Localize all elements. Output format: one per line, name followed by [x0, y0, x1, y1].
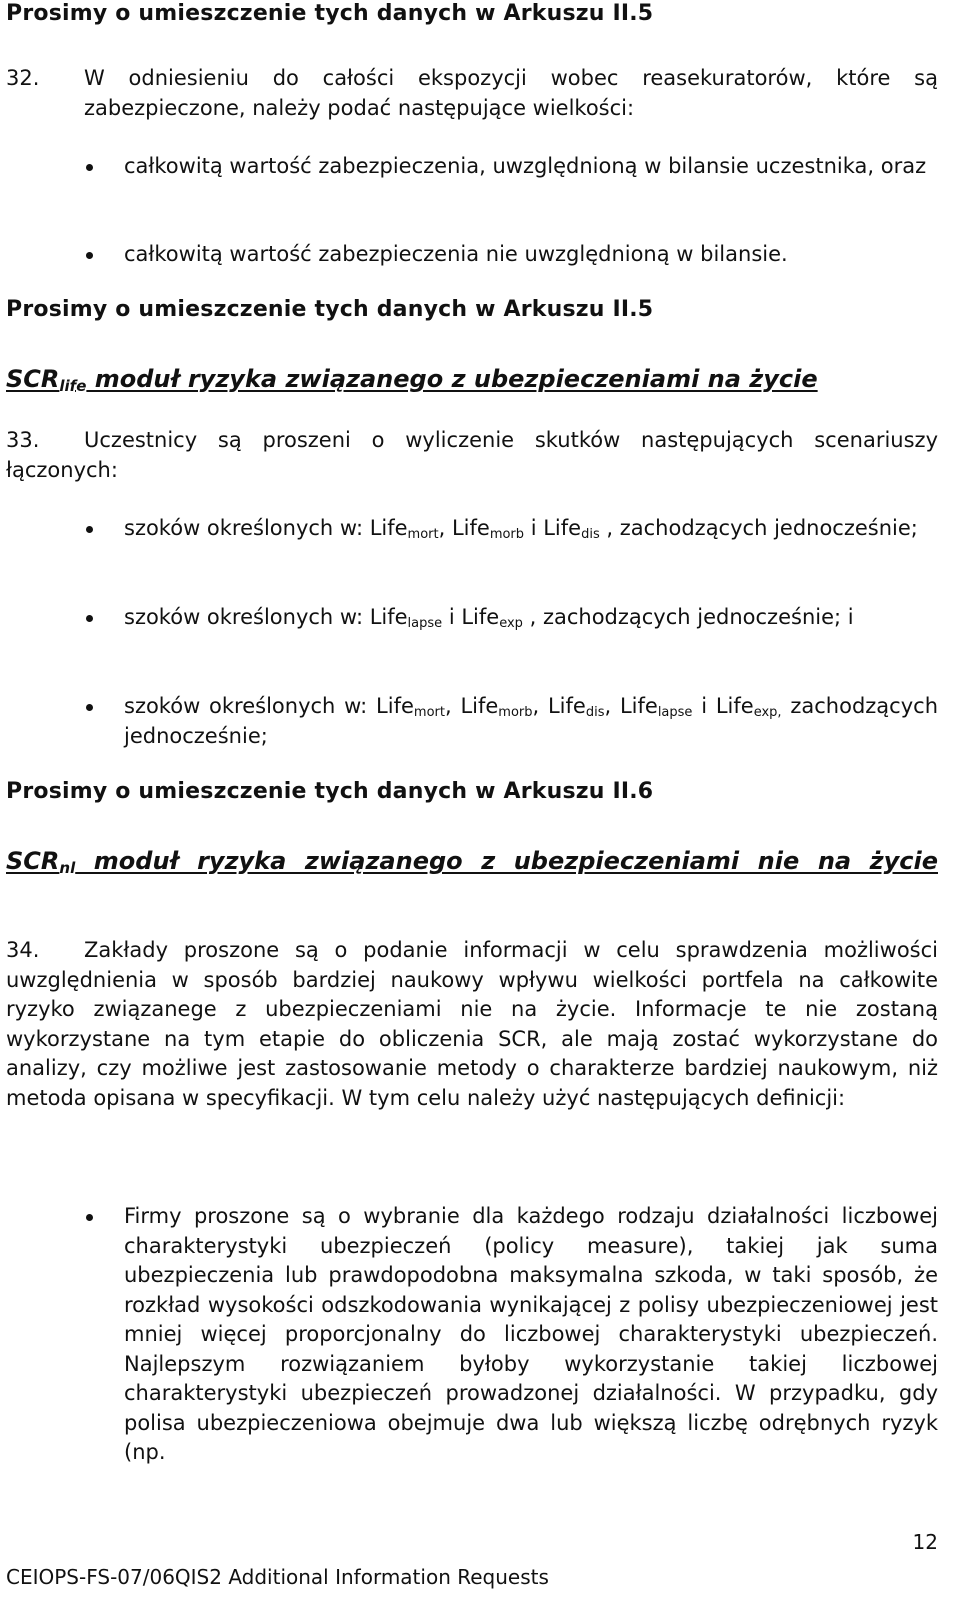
paragraph-text: Zakłady proszone są o podanie informacji w celu sprawdzenia możliwości uwzględnienia w sposób bardziej naukowy wpływu wielkości portfela na całkowite ryzyko związanege z ubezpieczeniami nie na życie. Informacje te nie zostaną wykorzystane na tym etapie do obliczenia SCR, ale mają zostać wykorzystane do analizy, czy możliwe jest zastosowanie metody o charakterze bardziej naukowym, niż metoda opisana w specyfikacji. W tym celu należy użyć następujących definicji:	[6, 938, 938, 1110]
bullet-icon	[86, 615, 93, 622]
paragraph-text: W odniesieniu do całości ekspozycji wobec reasekuratorów, które są zabezpieczone, należy podać następujące wielkości:	[84, 66, 938, 120]
arkusz-heading-3: Prosimy o umieszczenie tych danych w Arkuszu II.6	[6, 779, 654, 804]
section-heading-non-life: $SCR_{nl}$ moduł ryzyka związanego z ubezpieczeniami nie na życie	[6, 847, 938, 877]
list-item: Firmy proszone są o wybranie dla każdego rodzaju działalności liczbowej charakterystyki ubezpieczeń (policy measure), takiej jak suma ubezpieczenia lub prawdopodobna maksymalna szkoda, w taki sposób, że rozkład wysokości odszkodowania wynikającej z polisy ubezpieczeniowej jest mniej więcej proporcjonalny do liczbowej charakterystyki ubezpieczeń. Najlepszym rozwiązaniem byłoby wykorzystanie takiej liczbowej charakterystyki ubezpieczeń prowadzonej działalności. W przypadku, gdy polisa ubezpieczeniowa obejmuje dwa lub większą liczbę odrębnych ryzyk (np.	[124, 1202, 938, 1468]
arkusz-heading-2: Prosimy o umieszczenie tych danych w Arkuszu II.5	[6, 297, 654, 322]
section-heading-life: $SCR_{life}$ moduł ryzyka związanego z ubezpieczeniami na życie	[6, 365, 818, 395]
bullet-icon	[86, 1214, 93, 1221]
paragraph-34	[6, 936, 938, 1113]
paragraph-33	[6, 426, 938, 485]
paragraph-number: 32.	[6, 66, 40, 90]
paragraph-32	[6, 64, 938, 123]
paragraph-number: 33.	[6, 428, 40, 452]
bullet-icon	[86, 704, 93, 711]
list-item: szoków określonych w: Life$_{mort}$, Life$_{morb}$, Life$_{dis}$, Life$_{lapse}$ i Life$_{exp,}$ zachodzących jednocześnie;	[124, 692, 938, 751]
bullet-icon	[86, 252, 93, 259]
list-item: całkowitą wartość zabezpieczenia, uwzględnioną w bilansie uczestnika, oraz	[124, 152, 938, 182]
footer-text: CEIOPS-FS-07/06QIS2 Additional Information Requests	[6, 1565, 549, 1589]
paragraph-number: 34.	[6, 938, 40, 962]
list-item: szoków określonych w: Life$_{lapse}$ i Life$_{exp}$ , zachodzących jednocześnie; i	[124, 603, 938, 633]
list-item: szoków określonych w: Life$_{mort}$, Life$_{morb}$ i Life$_{dis}$ , zachodzących jednocześnie;	[124, 514, 938, 544]
bullet-icon	[86, 526, 93, 533]
list-item: całkowitą wartość zabezpieczenia nie uwzględnioną w bilansie.	[124, 240, 938, 270]
arkusz-heading-1: Prosimy o umieszczenie tych danych w Arkuszu II.5	[6, 1, 654, 26]
paragraph-text: Uczestnicy są proszeni o wyliczenie skutków następujących scenariuszy łączonych:	[6, 428, 938, 482]
page-number: 12	[912, 1530, 938, 1554]
bullet-icon	[86, 164, 93, 171]
